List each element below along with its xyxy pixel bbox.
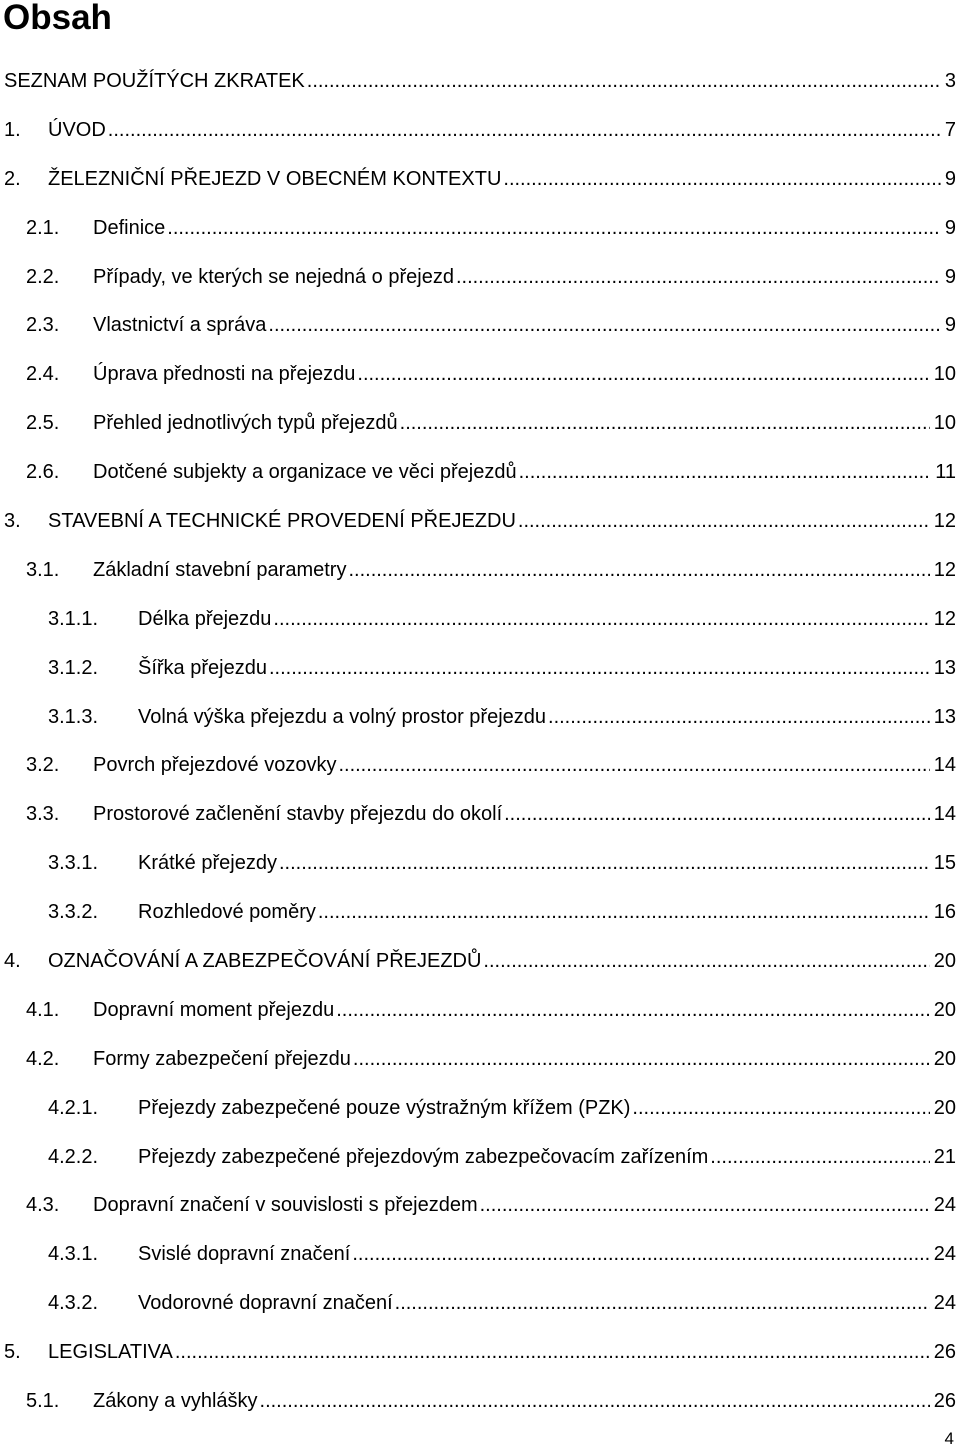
dot-leader (353, 1040, 930, 1078)
dot-leader (307, 62, 941, 100)
toc-entry-title[interactable]: Krátké přejezdy (138, 844, 279, 882)
toc-entry[interactable] (0, 1186, 960, 1235)
toc-entry-line (48, 111, 956, 149)
toc-entry-line (138, 1235, 956, 1273)
toc-entry[interactable] (0, 209, 960, 258)
toc-entry[interactable] (0, 942, 960, 991)
toc-entry-page[interactable]: 14 (930, 746, 956, 784)
toc-entry-title[interactable]: SEZNAM POUŽÍTÝCH ZKRATEK (4, 62, 307, 100)
toc-entry-line (93, 355, 956, 393)
toc-entry[interactable] (0, 1089, 960, 1138)
toc-entry-number: 4. (4, 950, 21, 973)
toc-entry-title[interactable]: Povrch přejezdové vozovky (93, 746, 338, 784)
toc-entry-number: 2.5. (26, 412, 60, 435)
toc-entry-page[interactable]: 12 (930, 551, 956, 589)
toc-entry-title[interactable]: Dopravní moment přejezdu (93, 991, 336, 1029)
toc-entry-number: 3.1.3. (48, 705, 99, 728)
toc-entry-page[interactable]: 9 (941, 306, 956, 344)
dot-leader (504, 795, 930, 833)
dot-leader (269, 649, 930, 687)
toc-entry[interactable] (0, 551, 960, 600)
toc-entry-number: 4.1. (26, 998, 60, 1021)
toc-entry[interactable] (0, 795, 960, 844)
toc-entry-title[interactable]: Základní stavební parametry (93, 551, 348, 589)
dot-leader (273, 600, 929, 638)
toc-entry-title[interactable]: Dopravní značení v souvislosti s přejezdem (93, 1186, 480, 1224)
toc-entry-title[interactable]: Přejezdy zabezpečené přejezdovým zabezpečovacím zařízením (138, 1138, 710, 1176)
toc-entry[interactable] (0, 404, 960, 453)
toc-entry-title[interactable]: Úprava přednosti na přejezdu (93, 355, 357, 393)
toc-entry-title[interactable]: Prostorové začlenění stavby přejezdu do okolí (93, 795, 504, 833)
toc-entry[interactable] (0, 355, 960, 404)
toc-entry-number: 3.3.2. (48, 901, 99, 924)
toc-entry-page[interactable]: 3 (941, 62, 956, 100)
toc-entry-title[interactable]: Případy, ve kterých se nejedná o přejezd (93, 258, 456, 296)
toc-entry-number: 2.6. (26, 461, 60, 484)
dot-leader (710, 1138, 929, 1176)
toc-entry-number: 2.2. (26, 265, 60, 288)
toc-entry[interactable] (0, 453, 960, 502)
toc-entry-page[interactable]: 26 (930, 1333, 956, 1371)
dot-leader (167, 209, 941, 247)
page-number: 4 (944, 1429, 954, 1448)
toc-entry[interactable] (0, 1235, 960, 1284)
dot-leader (456, 258, 941, 296)
dot-leader (483, 942, 929, 980)
toc-entry[interactable] (0, 1333, 960, 1382)
toc-entry-line (93, 404, 956, 442)
dot-leader (108, 111, 941, 149)
dot-leader (338, 746, 929, 784)
toc-entry-title[interactable]: Vodorovné dopravní značení (138, 1284, 395, 1322)
toc-entry[interactable] (0, 502, 960, 551)
toc-entry[interactable] (0, 306, 960, 355)
toc-entry-number: 2.1. (26, 216, 60, 239)
toc-entry-line (93, 746, 956, 784)
dot-leader (348, 551, 929, 589)
toc-entry-number: 5. (4, 1341, 21, 1364)
toc-entry-line (138, 600, 956, 638)
toc-entry-page[interactable]: 14 (930, 795, 956, 833)
toc-entry-page[interactable]: 20 (930, 1089, 956, 1127)
toc-entry-line (93, 209, 956, 247)
toc-entry-line (93, 306, 956, 344)
toc-entry[interactable] (0, 258, 960, 307)
toc-entry-title[interactable]: Šířka přejezdu (138, 649, 269, 687)
toc-entry-line (48, 160, 956, 198)
dot-leader (268, 306, 940, 344)
toc-entry-page[interactable]: 26 (930, 1382, 956, 1420)
page-title: Obsah (3, 0, 112, 37)
dot-leader (548, 698, 930, 736)
toc-entry-title[interactable]: Vlastnictví a správa (93, 306, 268, 344)
toc-entry-line (4, 62, 956, 100)
toc-entry-page[interactable]: 9 (941, 209, 956, 247)
toc-entry[interactable] (0, 698, 960, 747)
dot-leader (632, 1089, 929, 1127)
toc-entry-number: 1. (4, 118, 21, 141)
toc-entry-line (138, 844, 956, 882)
toc-entry-number: 4.3.1. (48, 1243, 99, 1266)
toc-entry-title[interactable]: Formy zabezpečení přejezdu (93, 1040, 353, 1078)
toc-entry-page[interactable]: 24 (930, 1284, 956, 1322)
toc-entry-page[interactable]: 16 (930, 893, 956, 931)
toc-entry-title[interactable]: Zákony a vyhlášky (93, 1382, 260, 1420)
toc-entry-page[interactable]: 20 (930, 942, 956, 980)
toc-entry-number: 4.2. (26, 1047, 60, 1070)
table-of-contents (0, 62, 960, 1431)
toc-entry[interactable] (0, 746, 960, 795)
dot-leader (503, 160, 940, 198)
dot-leader (175, 1333, 930, 1371)
toc-entry-page[interactable]: 13 (930, 649, 956, 687)
toc-entry-number: 3. (4, 510, 21, 533)
toc-entry[interactable] (0, 600, 960, 649)
toc-entry[interactable] (0, 991, 960, 1040)
toc-entry-page[interactable]: 7 (941, 111, 956, 149)
toc-entry-page[interactable]: 12 (930, 502, 956, 540)
toc-entry-number: 3.1.2. (48, 656, 99, 679)
toc-entry-number: 4.3. (26, 1194, 60, 1217)
toc-entry-page[interactable]: 11 (931, 453, 956, 491)
toc-entry-title[interactable]: OZNAČOVÁNÍ A ZABEZPEČOVÁNÍ PŘEJEZDŮ (48, 942, 483, 980)
toc-entry-number: 3.1. (26, 558, 60, 581)
toc-entry-page[interactable]: 24 (930, 1235, 956, 1273)
toc-entry-page[interactable]: 9 (941, 258, 956, 296)
toc-entry[interactable] (0, 1040, 960, 1089)
toc-entry-title[interactable]: Svislé dopravní značení (138, 1235, 352, 1273)
dot-leader (395, 1284, 930, 1322)
toc-entry-title[interactable]: Volná výška přejezdu a volný prostor přejezdu (138, 698, 548, 736)
toc-entry[interactable] (0, 1382, 960, 1431)
dot-leader (480, 1186, 930, 1224)
toc-entry-line (93, 258, 956, 296)
dot-leader (518, 502, 930, 540)
toc-entry[interactable] (0, 649, 960, 698)
toc-entry-line (138, 893, 956, 931)
toc-entry-number: 4.2.2. (48, 1145, 99, 1168)
toc-entry[interactable] (0, 62, 960, 111)
toc-entry-title[interactable]: LEGISLATIVA (48, 1333, 175, 1371)
toc-entry-number: 3.3. (26, 803, 60, 826)
toc-entry-page[interactable]: 15 (930, 844, 956, 882)
toc-entry-line (138, 1284, 956, 1322)
toc-entry-line (138, 649, 956, 687)
toc-entry-page[interactable]: 20 (930, 1040, 956, 1078)
dot-leader (260, 1382, 930, 1420)
toc-entry-page[interactable]: 13 (930, 698, 956, 736)
toc-entry-title[interactable]: ŽELEZNIČNÍ PŘEJEZD V OBECNÉM KONTEXTU (48, 160, 503, 198)
dot-leader (336, 991, 930, 1029)
dot-leader (318, 893, 930, 931)
toc-entry[interactable] (0, 1138, 960, 1187)
toc-entry-line (48, 502, 956, 540)
toc-entry-line (93, 551, 956, 589)
toc-entry-title[interactable]: Rozhledové poměry (138, 893, 318, 931)
toc-entry-number: 4.2.1. (48, 1096, 99, 1119)
toc-entry-page[interactable]: 20 (930, 991, 956, 1029)
toc-entry-number: 2.4. (26, 363, 60, 386)
toc-entry-line (48, 942, 956, 980)
toc-entry-line (138, 1138, 956, 1176)
toc-entry-number: 2.3. (26, 314, 60, 337)
toc-entry-line (138, 698, 956, 736)
toc-entry-number: 3.2. (26, 754, 60, 777)
dot-leader (357, 355, 929, 393)
toc-entry-page[interactable]: 24 (930, 1186, 956, 1224)
toc-entry-title[interactable]: Přejezdy zabezpečené pouze výstražným křížem (PZK) (138, 1089, 632, 1127)
toc-entry-title[interactable]: Délka přejezdu (138, 600, 273, 638)
toc-entry-line (93, 991, 956, 1029)
toc-entry-page[interactable]: 10 (930, 404, 956, 442)
toc-entry[interactable] (0, 111, 960, 160)
toc-entry-number: 4.3.2. (48, 1292, 99, 1315)
toc-entry[interactable] (0, 160, 960, 209)
toc-entry-title[interactable]: STAVEBNÍ A TECHNICKÉ PROVEDENÍ PŘEJEZDU (48, 502, 518, 540)
dot-leader (400, 404, 930, 442)
toc-entry-line (93, 795, 956, 833)
dot-leader (279, 844, 930, 882)
toc-entry-page[interactable]: 12 (930, 600, 956, 638)
toc-entry[interactable] (0, 893, 960, 942)
toc-entry-number: 5.1. (26, 1390, 60, 1413)
toc-entry-title[interactable]: Dotčené subjekty a organizace ve věci přejezdů (93, 453, 519, 491)
toc-entry-page[interactable]: 21 (930, 1138, 956, 1176)
toc-entry-number: 3.1.1. (48, 607, 99, 630)
toc-entry-page[interactable]: 9 (941, 160, 956, 198)
toc-entry-line (138, 1089, 956, 1127)
toc-entry-line (48, 1333, 956, 1371)
toc-entry[interactable] (0, 1284, 960, 1333)
toc-entry-number: 3.3.1. (48, 852, 99, 875)
toc-entry-number: 2. (4, 167, 21, 190)
dot-leader (352, 1235, 929, 1273)
toc-entry-title[interactable]: Přehled jednotlivých typů přejezdů (93, 404, 400, 442)
toc-entry-line (93, 1040, 956, 1078)
toc-entry-title[interactable]: Definice (93, 209, 167, 247)
toc-entry-line (93, 1186, 956, 1224)
toc-entry-line (93, 453, 956, 491)
toc-entry-title[interactable]: ÚVOD (48, 111, 108, 149)
toc-entry-line (93, 1382, 956, 1420)
toc-entry-page[interactable]: 10 (930, 355, 956, 393)
toc-entry[interactable] (0, 844, 960, 893)
dot-leader (519, 453, 932, 491)
